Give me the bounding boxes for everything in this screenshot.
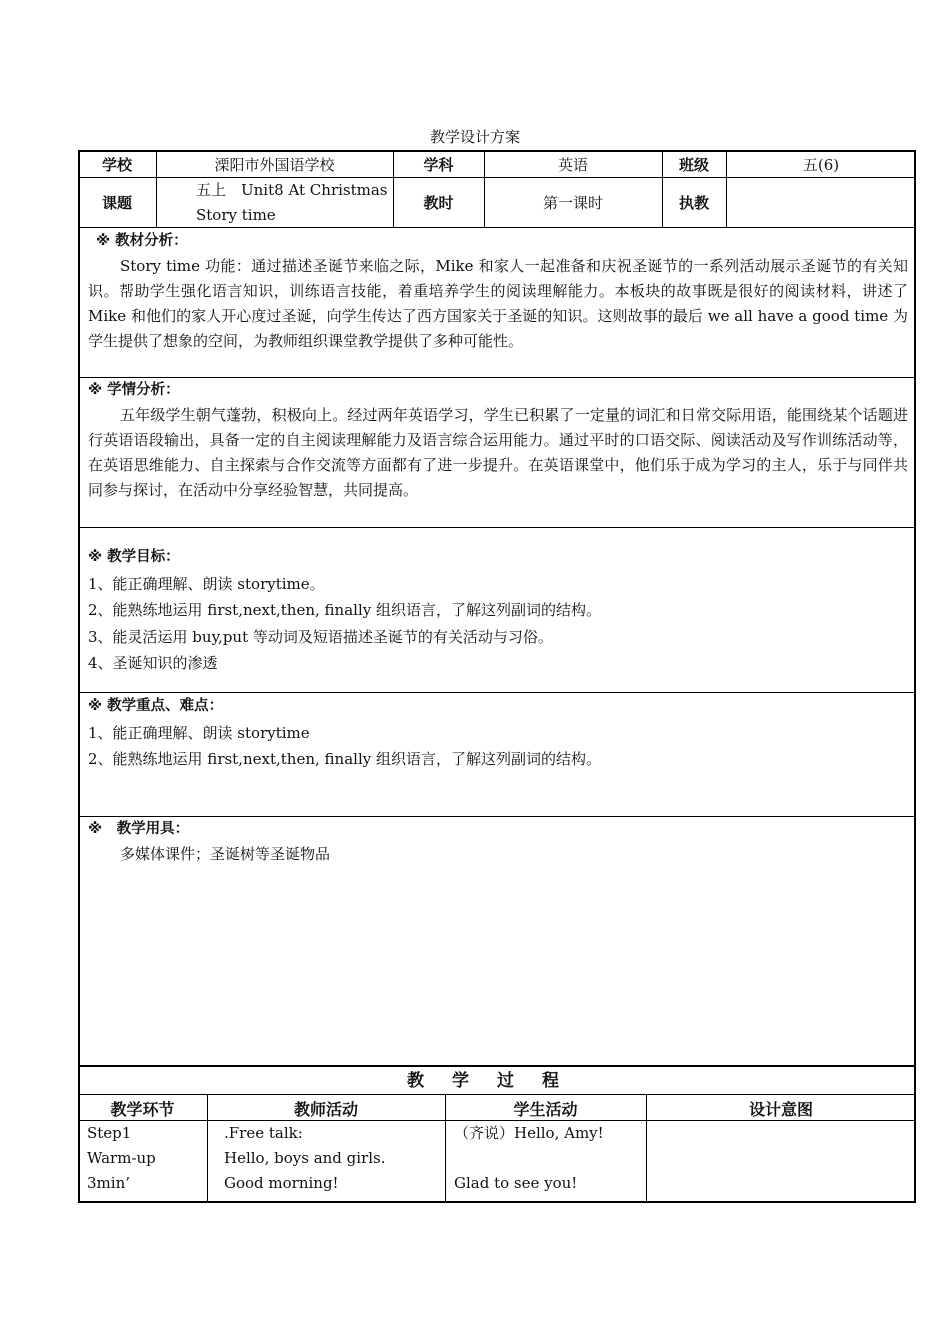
student-analysis-text: 五年级学生朝气蓬勃，积极向上。经过两年英语学习，学生已积累了一定量的词汇和日常交际用语，能围绕某个话题进行英语语段输出，具备一定的自主阅读理解能力及语言综合运用能力。通过平时的口语交际、阅读活动及写作训练活动等，在英语思维能力、自主探索与合作交流等方面都有了进一步提升。在英语课堂中，他们乐于成为学习的主人，乐于与同伴共同参与探讨，在活动中分享经验智慧，共同提高。 (88, 406, 908, 499)
cell-line: Step1 (87, 1124, 132, 1142)
class-label: 班级 (678, 155, 709, 174)
cell-line: Warm-up (87, 1149, 156, 1167)
column-header-student: 学生活动 (513, 1099, 578, 1119)
table-cell-student (454, 1121, 644, 1196)
school-label: 学校 (101, 155, 132, 174)
goal-item: 2、能熟练地运用 first,next,then, finally 组织语言，了解这列副词的结构。 (88, 601, 601, 619)
material-analysis-heading: ※ 教材分析： (96, 233, 188, 249)
column-header-teacher: 教师活动 (293, 1099, 358, 1119)
key-points-heading: ※ 教学重点、难点： (88, 698, 224, 714)
topic-label: 课题 (101, 194, 132, 212)
cell-line: （齐说）Hello, Amy! (454, 1124, 604, 1142)
teacher-value (726, 178, 916, 227)
student-analysis-heading: ※ 学情分析： (88, 382, 180, 398)
teaching-tools-section (88, 817, 908, 867)
student-analysis-section (88, 378, 908, 503)
column-header-intent: 设计意图 (748, 1099, 813, 1119)
cell-line: Hello, boys and girls. (224, 1149, 386, 1167)
teaching-goals-section (88, 544, 908, 677)
cell-line: Glad to see you! (454, 1174, 578, 1192)
process-title: 教学过程 (407, 1071, 587, 1091)
key-point-item: 2、能熟练地运用 first,next,then, finally 组织语言，了解这列副词的结构。 (88, 750, 601, 768)
column-header-stage: 教学环节 (110, 1099, 175, 1119)
teaching-tools-heading: ※ 教学用具： (88, 821, 190, 837)
document-title: 教学设计方案 (429, 128, 520, 146)
table-cell-teacher (224, 1121, 442, 1196)
goal-item: 1、能正确理解、朗读 storytime。 (88, 574, 325, 593)
section-divider (78, 527, 916, 528)
cell-line: Good morning! (224, 1174, 339, 1192)
topic-line: Story time (196, 206, 276, 224)
teaching-tools-text: 多媒体课件；圣诞树等圣诞物品 (120, 845, 331, 863)
cell-line (454, 1146, 644, 1171)
material-analysis-section (88, 229, 908, 354)
period-label: 教时 (423, 194, 454, 212)
teaching-goals-heading: ※ 教学目标： (88, 549, 180, 565)
topic-line: 五上 Unit8 At Christmas (196, 181, 388, 199)
subject-value: 英语 (557, 155, 588, 174)
goal-item: 3、能灵活运用 buy,put 等动词及短语描述圣诞节的有关活动与习俗。 (88, 627, 553, 646)
material-analysis-text: Story time 功能：通过描述圣诞节来临之际，Mike 和家人一起准备和庆祝圣诞节的一系列活动展示圣诞节的有关知识。帮助学生强化语言知识，训练语言技能，着重培养学生的阅读理解能力。本板块的故事既是很好的阅读材料，讲述了 Mike 和他们的家人开心度过圣诞，向学生传达了西方国家关于圣诞的知识。这则故事的最后 we all have a good time 为学生提供了想象的空间，为教师组织课堂教学提供了多种可能性。 (88, 257, 908, 350)
cell-line: 3min’ (87, 1174, 130, 1192)
goal-item: 4、圣诞知识的渗透 (88, 654, 218, 672)
key-points-section (88, 693, 908, 773)
school-value: 溧阳市外国语学校 (214, 155, 335, 174)
topic-value (196, 178, 392, 228)
period-value: 第一课时 (542, 194, 603, 212)
table-cell-stage (87, 1121, 205, 1196)
teacher-label: 执教 (678, 194, 709, 212)
key-point-item: 1、能正确理解、朗读 storytime (88, 723, 310, 742)
row-divider (78, 1094, 916, 1095)
cell-line: .Free talk: (224, 1124, 303, 1142)
class-value: 五(6) (802, 155, 840, 174)
subject-label: 学科 (423, 155, 454, 174)
